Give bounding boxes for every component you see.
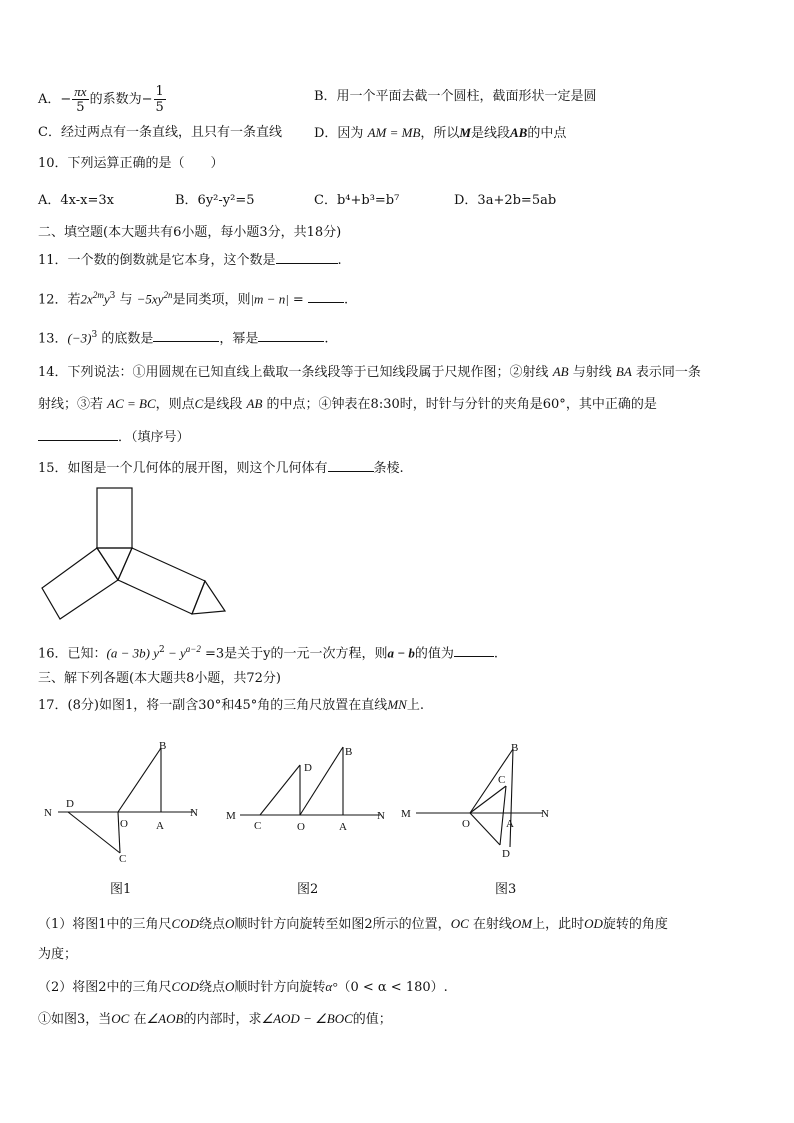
q15: 15．如图是一个几何体的展开图，则这个几何体有 条棱. — [38, 458, 404, 478]
q13: 13．$(-3)^3$ 的底数是 ，幂是 . — [38, 330, 329, 347]
side-ob — [470, 749, 513, 813]
label-n: N — [541, 808, 549, 820]
side-ob — [118, 748, 161, 812]
side-cd — [500, 786, 506, 845]
net-top-rectangle — [97, 488, 132, 548]
label-b: B — [511, 742, 519, 754]
q17-part1-line2: 为度； — [38, 947, 78, 962]
side-cd — [260, 765, 300, 815]
label-c: C — [119, 853, 127, 865]
net-right-rectangle — [118, 548, 205, 614]
label-o: O — [462, 818, 470, 830]
label-c: C — [254, 820, 262, 832]
q10-option-c: C．b⁴+b³=b⁷ — [314, 193, 400, 208]
label-m: N — [44, 807, 52, 819]
q14-line3: ．（填序号） — [38, 427, 190, 447]
q17-figure-3 — [398, 735, 568, 870]
q17-part2-sub1: ①如图3，当OC 在∠AOB的内部时，求∠AOD − ∠BOC的值； — [38, 1011, 392, 1027]
net-left-rectangle — [42, 548, 118, 619]
net-end-triangle — [192, 581, 225, 614]
label-b: B — [345, 746, 353, 758]
q10-option-d: D．3a+2b=5ab — [454, 193, 557, 208]
section-3-heading: 三、解下列各题(本大题共8小题，共72分) — [38, 671, 281, 686]
label-n: N — [190, 807, 198, 819]
label-d: D — [502, 848, 510, 860]
label-n: N — [377, 810, 385, 822]
section-2-heading: 二、填空题(本大题共有6小题，每小题3分，共18分) — [38, 225, 342, 240]
q16: 16．已知：(a − 3b) $y^2 - y^{a-2} =3$是关于y的一元一次方程，则a − b的值为 . — [38, 644, 499, 662]
q17-stem: 17．(8分)如图1，将一副含30°和45°角的三角尺放置在直线MN上. — [38, 697, 424, 713]
q12-answer-blank[interactable] — [308, 289, 344, 303]
side-od — [470, 813, 500, 845]
q9-option-c: C．经过两点有一条直线，且只有一条直线 — [38, 125, 282, 140]
side-ob — [300, 747, 343, 815]
label-a: A — [506, 818, 514, 830]
label-a: A — [339, 821, 347, 833]
q10-option-a: A．4x-x=3x — [38, 193, 114, 208]
figure-2-caption: 图2 — [297, 882, 319, 897]
q14-line2: 射线；③若 AC = BC，则点C是线段 AB 的中点；④钟表在8:30时，时针与分针的夹角是60°，其中正确的是 — [38, 396, 657, 412]
q9-option-b: B．用一个平面去截一个圆柱，截面形状一定是圆 — [314, 89, 597, 104]
q17-part1-line1: （1）将图1中的三角尺COD绕点O顺时针方向旋转至如图2所示的位置，OC 在射线OM上，此时OD旋转的角度 — [38, 916, 668, 932]
q13-base-blank[interactable] — [153, 328, 219, 342]
q13-power-blank[interactable] — [258, 328, 324, 342]
label-o: O — [297, 821, 305, 833]
label-c: C — [498, 774, 506, 786]
q9-option-d: D．因为 AM = MB，所以M是线段AB的中点 — [314, 125, 567, 141]
q17-part2: （2）将图2中的三角尺COD绕点O顺时针方向旋转α°（0 < α < 180）. — [38, 979, 448, 995]
label-o: O — [120, 818, 128, 830]
q12: 12．若$2x^{2m}y^3$ 与 $-5xy^{2n}$是同类项，则|m − n| = . — [38, 290, 349, 308]
label-a: A — [156, 820, 164, 832]
figure-3-caption: 图3 — [495, 882, 517, 897]
q17-figure-2 — [220, 735, 400, 870]
side-oc — [470, 786, 506, 813]
label-m: M — [226, 810, 236, 822]
q14-answer-blank[interactable] — [38, 427, 118, 441]
q15-prism-net-figure — [30, 482, 240, 622]
q11: 11．一个数的倒数就是它本身，这个数是 . — [38, 250, 342, 270]
q10-option-b: B．6y²-y²=5 — [175, 193, 255, 208]
label-d: D — [304, 762, 312, 774]
q9-option-a: A．− $\frac{\pi x}{5}$ 的系数为− $\frac{1}{5}$ — [38, 84, 164, 115]
q17-figure-1 — [38, 735, 218, 870]
q11-answer-blank[interactable] — [276, 250, 338, 264]
label-b: B — [159, 740, 167, 752]
q14-line1: 14．下列说法：①用圆规在已知直线上截取一条线段等于已知线段属于尺规作图；②射线 AB 与射线 BA 表示同一条 — [38, 364, 701, 380]
q16-answer-blank[interactable] — [454, 643, 494, 657]
q9-frac-one-fifth: $\frac{1}{5}$ — [155, 84, 164, 115]
label-m: M — [401, 808, 411, 820]
q15-answer-blank[interactable] — [328, 458, 374, 472]
q10-stem: 10．下列运算正确的是（ ） — [38, 156, 224, 171]
side-dc — [68, 812, 120, 853]
figure-1-caption: 图1 — [110, 882, 132, 897]
label-d: D — [66, 798, 74, 810]
side-ba — [510, 749, 513, 847]
q9-frac-pix-over-5: $\frac{\pi x}{5}$ — [74, 84, 87, 115]
